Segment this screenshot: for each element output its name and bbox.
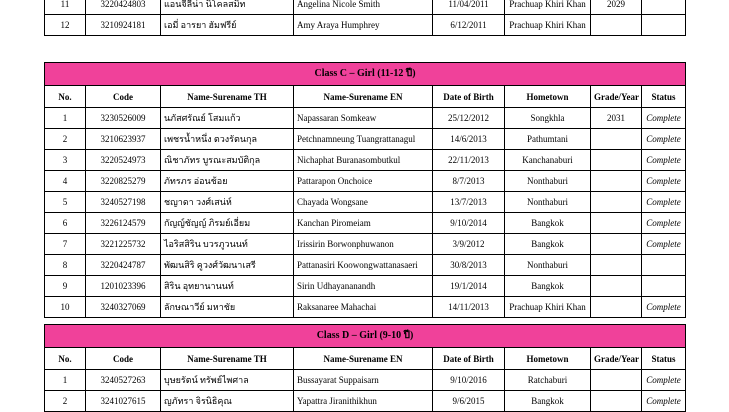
cell-name-th: บุษยรัตน์ ทรัพย์ไพศาล	[161, 370, 294, 391]
cell-name-en: Yapattra Jiranithikhun	[294, 391, 433, 412]
cell-dob: 30/8/2013	[433, 255, 505, 276]
cell-name-th: ญภัทรา จิรนิธิคุณ	[161, 391, 294, 412]
cell-grade	[591, 192, 642, 213]
top-continuation-table	[44, 0, 686, 36]
cell-code: 3220424803	[86, 0, 161, 15]
cell-name-en: Petchnamneung Tuangrattanagul	[294, 129, 433, 150]
cell-name-en: Amy Araya Humphrey	[294, 15, 433, 36]
cell-hometown: Nonthaburi	[505, 171, 591, 192]
class-d-header-row	[45, 348, 686, 370]
table-row	[45, 171, 686, 192]
cell-name-th: ณิชาภัทร บูรณะสมบัติกุล	[161, 150, 294, 171]
cell-dob: 9/10/2016	[433, 370, 505, 391]
cell-hometown: Bangkok	[505, 234, 591, 255]
cell-status	[642, 255, 686, 276]
cell-name-th: พัฒนสิริ คูวงศ์วัฒนาเสรี	[161, 255, 294, 276]
header-dob: Date of Birth	[433, 348, 505, 370]
cell-code: 3210924181	[86, 15, 161, 36]
cell-no: 6	[45, 213, 86, 234]
cell-name-th: นภัสศรัณย์ โสมแก้ว	[161, 108, 294, 129]
cell-dob: 19/1/2014	[433, 276, 505, 297]
cell-code: 3226124579	[86, 213, 161, 234]
cell-no: 10	[45, 297, 86, 318]
class-d-body	[45, 370, 686, 412]
cell-status: Complete	[642, 391, 686, 412]
table-row	[45, 234, 686, 255]
cell-name-th: แอนจีลีน่า นิโคลสมิท	[161, 0, 294, 15]
cell-name-en: Nichaphat Buranasombutkul	[294, 150, 433, 171]
cell-grade	[591, 391, 642, 412]
cell-status: Complete	[642, 150, 686, 171]
cell-status: Complete	[642, 234, 686, 255]
cell-dob: 8/7/2013	[433, 171, 505, 192]
cell-status	[642, 15, 686, 36]
cell-hometown: Prachuap Khiri Khan	[505, 0, 591, 15]
cell-name-en: Raksanaree Mahachai	[294, 297, 433, 318]
header-status: Status	[642, 86, 686, 108]
cell-code: 3220825279	[86, 171, 161, 192]
cell-no: 2	[45, 391, 86, 412]
header-no: No.	[45, 348, 86, 370]
header-hometown: Hometown	[505, 348, 591, 370]
cell-no: 1	[45, 370, 86, 391]
table-row	[45, 255, 686, 276]
cell-no: 12	[45, 15, 86, 36]
cell-no: 5	[45, 192, 86, 213]
cell-dob: 3/9/2012	[433, 234, 505, 255]
cell-code: 3220524973	[86, 150, 161, 171]
cell-no: 1	[45, 108, 86, 129]
cell-status	[642, 276, 686, 297]
table-row	[45, 150, 686, 171]
cell-status: Complete	[642, 171, 686, 192]
header-code: Code	[86, 86, 161, 108]
cell-status	[642, 0, 686, 15]
cell-grade	[591, 129, 642, 150]
cell-no: 3	[45, 150, 86, 171]
table-row	[45, 213, 686, 234]
header-hometown: Hometown	[505, 86, 591, 108]
class-c-header-row	[45, 86, 686, 108]
table-row	[45, 391, 686, 412]
cell-grade: 2029	[591, 0, 642, 15]
cell-hometown: Nonthaburi	[505, 192, 591, 213]
cell-name-en: Sirin Udhayananandh	[294, 276, 433, 297]
cell-hometown: Bangkok	[505, 391, 591, 412]
class-d-table	[44, 324, 686, 412]
class-d-title: Class D – Girl (9-10 ปี)	[45, 325, 686, 348]
header-grade: Grade/Year	[591, 86, 642, 108]
cell-dob: 14/11/2013	[433, 297, 505, 318]
header-grade: Grade/Year	[591, 348, 642, 370]
cell-dob: 9/10/2014	[433, 213, 505, 234]
class-c-body	[45, 108, 686, 318]
header-name-en: Name-Surename EN	[294, 348, 433, 370]
header-status: Status	[642, 348, 686, 370]
header-name-en: Name-Surename EN	[294, 86, 433, 108]
cell-grade: 2031	[591, 108, 642, 129]
header-name-th: Name-Surename TH	[161, 86, 294, 108]
cell-dob: 22/11/2013	[433, 150, 505, 171]
cell-name-en: Chayada Wongsane	[294, 192, 433, 213]
header-name-th: Name-Surename TH	[161, 348, 294, 370]
table-row	[45, 370, 686, 391]
header-code: Code	[86, 348, 161, 370]
cell-grade	[591, 15, 642, 36]
cell-status: Complete	[642, 192, 686, 213]
table-row	[45, 0, 686, 15]
table-row	[45, 15, 686, 36]
cell-name-en: Irissirin Borwonphuwanon	[294, 234, 433, 255]
header-no: No.	[45, 86, 86, 108]
cell-name-th: ไอริสสิริน บวรภูวนนท์	[161, 234, 294, 255]
table-row	[45, 108, 686, 129]
cell-name-en: Pattanasiri Koowongwattanasaeri	[294, 255, 433, 276]
class-c-title: Class C – Girl (11-12 ปี)	[45, 63, 686, 86]
cell-name-en: Angelina Nicole Smith	[294, 0, 433, 15]
cell-no: 9	[45, 276, 86, 297]
cell-grade	[591, 297, 642, 318]
cell-name-en: Kanchan Piromeiam	[294, 213, 433, 234]
table-row	[45, 297, 686, 318]
cell-no: 11	[45, 0, 86, 15]
cell-grade	[591, 171, 642, 192]
cell-dob: 6/12/2011	[433, 15, 505, 36]
cell-name-th: เอมี่ อารยา ฮัมฟรีย์	[161, 15, 294, 36]
cell-dob: 13/7/2013	[433, 192, 505, 213]
class-c-title-row	[45, 63, 686, 86]
cell-name-th: ลักษณาวีย์ มหาชัย	[161, 297, 294, 318]
cell-grade	[591, 234, 642, 255]
cell-hometown: Kanchanaburi	[505, 150, 591, 171]
header-dob: Date of Birth	[433, 86, 505, 108]
cell-hometown: Prachuap Khiri Khan	[505, 297, 591, 318]
class-d-title-row	[45, 325, 686, 348]
cell-no: 4	[45, 171, 86, 192]
class-c-table	[44, 62, 686, 318]
cell-grade	[591, 276, 642, 297]
cell-grade	[591, 370, 642, 391]
cell-hometown: Bangkok	[505, 213, 591, 234]
cell-name-th: เพชรน้ำหนึ่ง ตวงรัตนกุล	[161, 129, 294, 150]
cell-grade	[591, 150, 642, 171]
cell-code: 3240527263	[86, 370, 161, 391]
cell-dob: 14/6/2013	[433, 129, 505, 150]
cell-name-th: ภัทรภร อ่อนช้อย	[161, 171, 294, 192]
cell-dob: 9/6/2015	[433, 391, 505, 412]
cell-name-en: Pattarapon Onchoice	[294, 171, 433, 192]
cell-status: Complete	[642, 297, 686, 318]
table-row	[45, 276, 686, 297]
cell-hometown: Nonthaburi	[505, 255, 591, 276]
cell-code: 3240327069	[86, 297, 161, 318]
cell-hometown: Bangkok	[505, 276, 591, 297]
cell-no: 7	[45, 234, 86, 255]
cell-hometown: Pathumtani	[505, 129, 591, 150]
cell-name-th: ชญาดา วงศ์เสน่ห์	[161, 192, 294, 213]
cell-code: 3220424787	[86, 255, 161, 276]
cell-code: 3240527198	[86, 192, 161, 213]
cell-name-en: Bussayarat Suppaisarn	[294, 370, 433, 391]
table-row	[45, 129, 686, 150]
cell-name-th: สิริน อุทยานานนท์	[161, 276, 294, 297]
cell-hometown: Prachuap Khiri Khan	[505, 15, 591, 36]
cell-hometown: Songkhla	[505, 108, 591, 129]
cell-name-th: กัญญ์ชัญญ์ ภิรมย์เอี่ยม	[161, 213, 294, 234]
cell-code: 3210623937	[86, 129, 161, 150]
cell-code: 3230526009	[86, 108, 161, 129]
cell-code: 3221225732	[86, 234, 161, 255]
cell-status: Complete	[642, 370, 686, 391]
cell-status: Complete	[642, 129, 686, 150]
cell-status: Complete	[642, 213, 686, 234]
cell-name-en: Napassaran Somkeaw	[294, 108, 433, 129]
cell-no: 8	[45, 255, 86, 276]
cell-dob: 25/12/2012	[433, 108, 505, 129]
cell-status: Complete	[642, 108, 686, 129]
top-table-body	[45, 0, 686, 36]
cell-code: 3241027615	[86, 391, 161, 412]
cell-hometown: Ratchaburi	[505, 370, 591, 391]
cell-grade	[591, 213, 642, 234]
cell-code: 1201023396	[86, 276, 161, 297]
cell-dob: 11/04/2011	[433, 0, 505, 15]
table-row	[45, 192, 686, 213]
cell-no: 2	[45, 129, 86, 150]
cell-grade	[591, 255, 642, 276]
